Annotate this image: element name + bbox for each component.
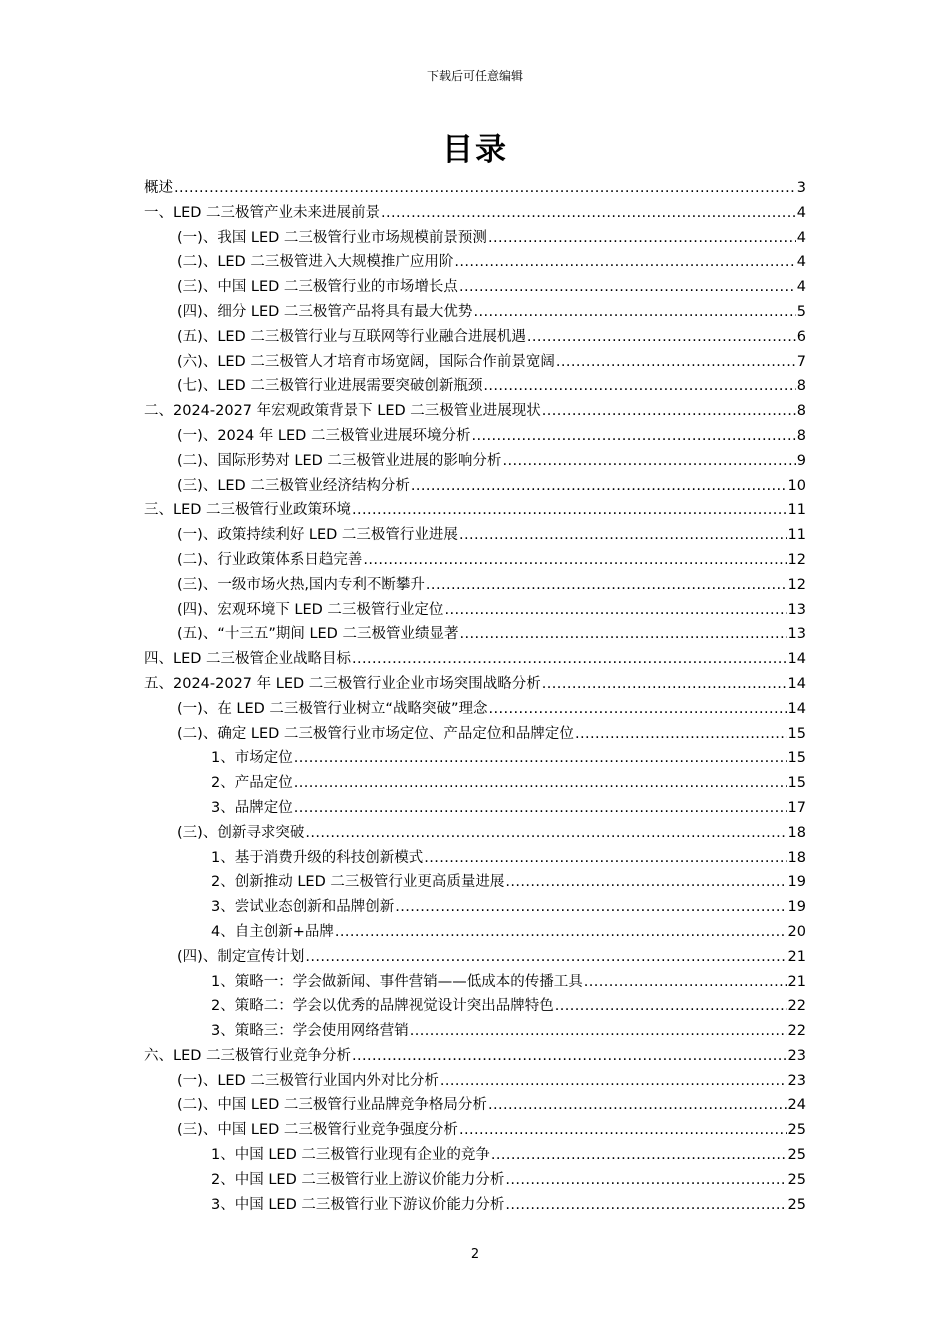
toc-dot-leader	[294, 796, 787, 821]
toc-entry-title: 概述	[144, 180, 173, 196]
toc-entry[interactable]	[144, 523, 806, 548]
toc-entry[interactable]	[144, 945, 806, 970]
toc-entry-page: 12	[787, 576, 806, 593]
toc-entry-title: 1、中国 LED 二三极管行业现有企业的竞争	[211, 1147, 490, 1164]
toc-entry[interactable]	[144, 201, 806, 226]
toc-entry[interactable]	[144, 1069, 806, 1094]
toc-dot-leader	[381, 201, 796, 226]
toc-entry-title: (四)、制定宣传计划	[177, 948, 305, 965]
toc-dot-leader	[575, 722, 787, 747]
toc-entry[interactable]	[144, 622, 806, 647]
toc-entry[interactable]	[144, 300, 806, 325]
toc-entry-page: 23	[787, 1072, 806, 1089]
toc-dot-leader	[454, 250, 795, 275]
toc-entry-title: (五)、“十三五”期间 LED 二三极管业绩显著	[177, 626, 459, 643]
toc-entry-page: 15	[787, 775, 806, 792]
toc-entry-page: 15	[787, 725, 806, 742]
toc-entry-page: 22	[787, 998, 806, 1015]
toc-dot-leader	[555, 994, 787, 1019]
toc-entry[interactable]	[144, 598, 806, 623]
toc-dot-leader	[505, 870, 786, 895]
toc-entry-title: 二、2024-2027 年宏观政策背景下 LED 二三极管业进展现状	[144, 403, 541, 420]
toc-entry-title: (一)、政策持续利好 LED 二三极管行业进展	[177, 527, 458, 544]
toc-entry[interactable]	[144, 1019, 806, 1044]
toc-entry-title: (三)、LED 二三极管业经济结构分析	[177, 477, 410, 494]
toc-dot-leader	[294, 746, 787, 771]
toc-dot-leader	[505, 1168, 786, 1193]
toc-entry[interactable]	[144, 821, 806, 846]
toc-entry[interactable]	[144, 1193, 806, 1218]
toc-entry-page: 11	[787, 502, 806, 519]
toc-entry[interactable]	[144, 771, 806, 796]
toc-dot-leader	[410, 1019, 787, 1044]
toc-title: 目录	[442, 132, 508, 168]
toc-dot-leader	[542, 672, 787, 697]
toc-entry-page: 19	[787, 899, 806, 916]
toc-entry-title: 五、2024-2027 年 LED 二三极管行业企业市场突围战略分析	[144, 675, 541, 692]
toc-entry[interactable]	[144, 895, 806, 920]
toc-entry-title: 2、创新推动 LED 二三极管行业更高质量进展	[211, 874, 505, 891]
toc-entry-page: 15	[787, 750, 806, 767]
toc-entry-page: 4	[796, 254, 806, 271]
toc-dot-leader	[294, 771, 787, 796]
toc-entry-title: 2、中国 LED 二三极管行业上游议价能力分析	[211, 1171, 505, 1188]
toc-entry[interactable]	[144, 870, 806, 895]
toc-entry-page: 5	[796, 303, 806, 320]
toc-entry-title: (六)、LED 二三极管人才培育市场宽阔，国际合作前景宽阔	[177, 353, 555, 370]
toc-entry-title: (一)、2024 年 LED 二三极管业进展环境分析	[177, 427, 471, 444]
toc-entry[interactable]	[144, 226, 806, 251]
toc-entry-title: 3、品牌定位	[211, 799, 293, 816]
toc-entry-page: 18	[787, 849, 806, 866]
toc-dot-leader	[305, 821, 786, 846]
toc-entry-page: 25	[787, 1122, 806, 1139]
page-number: 2	[470, 1247, 480, 1262]
toc-entry-title: 1、市场定位	[211, 750, 293, 767]
toc-entry-page: 6	[796, 328, 806, 345]
toc-dot-leader	[174, 176, 796, 201]
toc-entry[interactable]	[144, 994, 806, 1019]
toc-entry-title: (三)、一级市场火热,国内专利不断攀升	[177, 576, 425, 593]
toc-entry-page: 25	[787, 1147, 806, 1164]
toc-entry-page: 21	[787, 973, 806, 990]
toc-dot-leader	[488, 1093, 787, 1118]
toc-dot-leader	[488, 226, 796, 251]
toc-dot-leader	[527, 325, 796, 350]
toc-dot-leader	[471, 424, 795, 449]
toc-dot-leader	[459, 1118, 787, 1143]
toc-entry[interactable]	[144, 250, 806, 275]
toc-entry-title: (一)、LED 二三极管行业国内外对比分析	[177, 1072, 439, 1089]
toc-entry-page: 23	[787, 1047, 806, 1064]
toc-entry-title: (一)、我国 LED 二三极管行业市场规模前景预测	[177, 229, 487, 246]
toc-dot-leader	[352, 647, 787, 672]
toc-entry[interactable]	[144, 672, 806, 697]
toc-entry[interactable]	[144, 350, 806, 375]
toc-dot-leader	[483, 374, 795, 399]
toc-dot-leader	[459, 275, 796, 300]
toc-dot-leader	[335, 920, 787, 945]
toc-entry[interactable]	[144, 474, 806, 499]
toc-entry-page: 9	[796, 452, 806, 469]
toc-entry-page: 25	[787, 1196, 806, 1213]
toc-entry-title: 四、LED 二三极管企业战略目标	[144, 651, 352, 668]
toc-entry[interactable]	[144, 647, 806, 672]
toc-entry-page: 14	[787, 675, 806, 692]
toc-entry-page: 20	[787, 923, 806, 940]
toc-entry-title: 三、LED 二三极管行业政策环境	[144, 502, 352, 519]
toc-dot-leader	[444, 598, 786, 623]
toc-entry[interactable]	[144, 1093, 806, 1118]
toc-entry[interactable]	[144, 1168, 806, 1193]
toc-entry[interactable]	[144, 746, 806, 771]
toc-entry-page: 13	[787, 601, 806, 618]
toc-entry-page: 12	[787, 551, 806, 568]
toc-dot-leader	[305, 945, 786, 970]
toc-entry[interactable]	[144, 374, 806, 399]
table-of-contents	[144, 176, 806, 1217]
toc-dot-leader	[459, 523, 787, 548]
toc-entry-page: 21	[787, 948, 806, 965]
toc-entry-page: 17	[787, 799, 806, 816]
toc-entry[interactable]	[144, 573, 806, 598]
toc-entry[interactable]	[144, 697, 806, 722]
toc-entry-title: (四)、宏观环境下 LED 二三极管行业定位	[177, 601, 444, 618]
toc-entry-page: 11	[787, 527, 806, 544]
toc-dot-leader	[424, 846, 786, 871]
toc-entry-title: (一)、在 LED 二三极管行业树立“战略突破”理念	[177, 700, 488, 717]
toc-entry-page: 24	[787, 1097, 806, 1114]
toc-dot-leader	[542, 399, 796, 424]
toc-entry[interactable]	[144, 846, 806, 871]
toc-entry-page: 10	[787, 477, 806, 494]
toc-entry[interactable]	[144, 796, 806, 821]
toc-entry[interactable]	[144, 399, 806, 424]
toc-dot-leader	[459, 622, 786, 647]
toc-entry-title: 3、策略三：学会使用网络营销	[211, 1023, 409, 1040]
toc-entry-title: (三)、中国 LED 二三极管行业的市场增长点	[177, 279, 458, 296]
toc-entry[interactable]	[144, 498, 806, 523]
toc-entry-title: (二)、中国 LED 二三极管行业品牌竞争格局分析	[177, 1097, 487, 1114]
toc-entry-page: 4	[796, 229, 806, 246]
toc-entry-title: 1、基于消费升级的科技创新模式	[211, 849, 424, 866]
toc-dot-leader	[556, 350, 796, 375]
toc-dot-leader	[473, 300, 795, 325]
toc-entry-title: 一、LED 二三极管产业未来进展前景	[144, 204, 381, 221]
toc-entry-title: (七)、LED 二三极管行业进展需要突破创新瓶颈	[177, 378, 483, 395]
toc-entry-page: 8	[796, 427, 806, 444]
toc-entry[interactable]	[144, 325, 806, 350]
toc-dot-leader	[363, 548, 786, 573]
toc-entry-title: (二)、确定 LED 二三极管行业市场定位、产品定位和品牌定位	[177, 725, 574, 742]
toc-entry-title: (二)、国际形势对 LED 二三极管业进展的影响分析	[177, 452, 502, 469]
toc-entry[interactable]	[144, 1044, 806, 1069]
toc-entry[interactable]	[144, 449, 806, 474]
toc-entry-title: (二)、行业政策体系日趋完善	[177, 551, 363, 568]
toc-entry-page: 14	[787, 651, 806, 668]
toc-dot-leader	[502, 449, 795, 474]
toc-dot-leader	[488, 697, 786, 722]
toc-entry[interactable]	[144, 424, 806, 449]
toc-entry-title: (三)、中国 LED 二三极管行业竞争强度分析	[177, 1122, 458, 1139]
toc-entry-title: 2、策略二：学会以优秀的品牌视觉设计突出品牌特色	[211, 998, 554, 1015]
toc-entry[interactable]	[144, 176, 806, 201]
toc-entry[interactable]	[144, 1118, 806, 1143]
toc-dot-leader	[395, 895, 786, 920]
toc-entry-title: 六、LED 二三极管行业竞争分析	[144, 1047, 352, 1064]
toc-entry-title: (五)、LED 二三极管行业与互联网等行业融合进展机遇	[177, 328, 526, 345]
toc-dot-leader	[411, 474, 787, 499]
header-note: 下载后可任意编辑	[426, 69, 523, 83]
toc-entry-title: 2、产品定位	[211, 775, 293, 792]
toc-entry-page: 8	[796, 378, 806, 395]
toc-entry-page: 7	[796, 353, 806, 370]
toc-entry-page: 13	[787, 626, 806, 643]
toc-dot-leader	[505, 1193, 786, 1218]
toc-dot-leader	[440, 1069, 787, 1094]
toc-entry-page: 19	[787, 874, 806, 891]
toc-entry[interactable]	[144, 920, 806, 945]
toc-entry-page: 3	[796, 180, 806, 196]
toc-dot-leader	[491, 1143, 787, 1168]
toc-entry-title: 3、中国 LED 二三极管行业下游议价能力分析	[211, 1196, 505, 1213]
toc-entry-page: 22	[787, 1023, 806, 1040]
toc-entry-title: (四)、细分 LED 二三极管产品将具有最大优势	[177, 303, 473, 320]
toc-entry-title: (三)、创新寻求突破	[177, 824, 305, 841]
toc-entry-page: 4	[796, 204, 806, 221]
toc-entry[interactable]	[144, 1143, 806, 1168]
toc-entry-page: 14	[787, 700, 806, 717]
toc-entry[interactable]	[144, 970, 806, 995]
toc-dot-leader	[584, 970, 787, 995]
toc-entry[interactable]	[144, 275, 806, 300]
toc-entry-page: 25	[787, 1171, 806, 1188]
toc-entry-title: (二)、LED 二三极管进入大规模推广应用阶	[177, 254, 454, 271]
toc-dot-leader	[352, 498, 787, 523]
toc-entry[interactable]	[144, 722, 806, 747]
toc-entry-page: 18	[787, 824, 806, 841]
toc-entry-page: 4	[796, 279, 806, 296]
toc-dot-leader	[352, 1044, 787, 1069]
toc-entry-title: 4、自主创新+品牌	[211, 923, 334, 940]
toc-entry-title: 3、尝试业态创新和品牌创新	[211, 899, 395, 916]
toc-entry-title: 1、策略一：学会做新闻、事件营销——低成本的传播工具	[211, 973, 583, 990]
toc-entry[interactable]	[144, 548, 806, 573]
toc-dot-leader	[426, 573, 787, 598]
toc-entry-page: 8	[796, 403, 806, 420]
